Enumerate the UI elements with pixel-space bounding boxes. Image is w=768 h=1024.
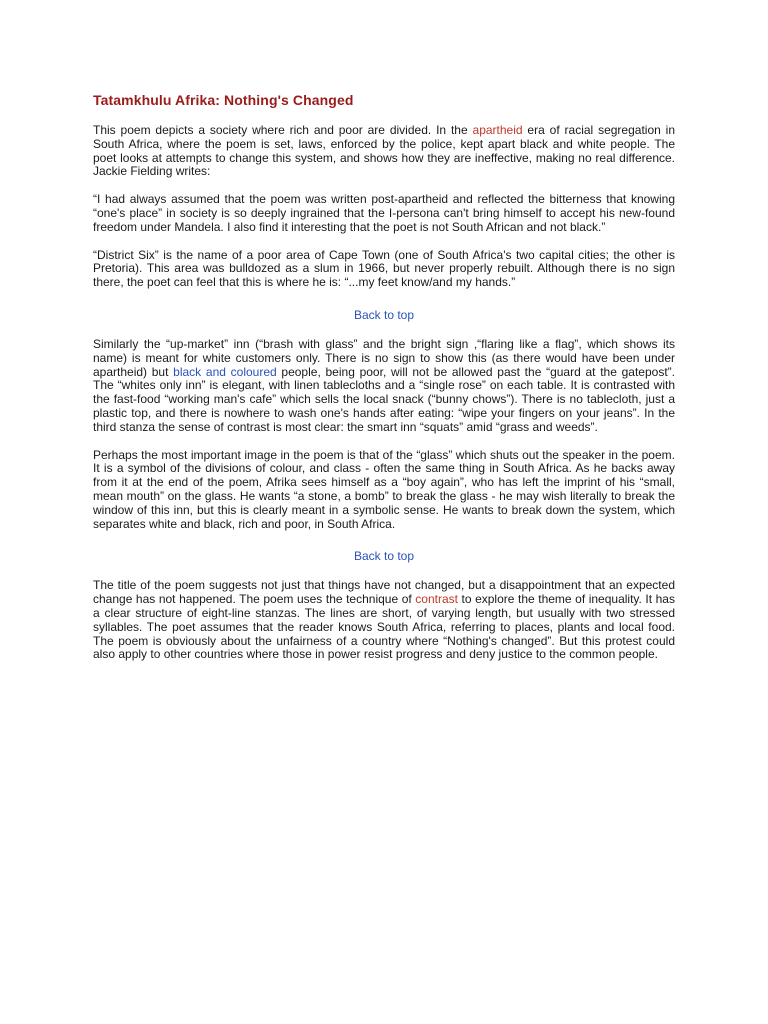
apartheid-link[interactable]: apartheid <box>472 123 523 137</box>
back-to-top-container-1 <box>93 308 675 322</box>
title-meaning-paragraph <box>93 579 675 662</box>
glass-paragraph: Perhaps the most important image in the poem is that of the “glass” which shuts out the speaker in the poem. It is a symbol of the divisions of colour, and class - often the same thing in South Africa. As he backs away from it at the end of the poem, Afrika sees himself as a “boy again”, who has left the imprint of his “small, mean mouth” on the glass. He wants “a stone, a bomb” to break the glass - he may wish literally to break the window of this inn, but this is clearly meant in a symbolic sense. He wants to break down the system, which separates white and black, rich and poor, in South Africa. <box>93 447 675 531</box>
quote-paragraph: “I had always assumed that the poem was written post-apartheid and reflected the bitterness that knowing “one's place” in society is so deeply ingrained that the I-persona can't bring himself to accept his new-found freedom under Mandela. I also find it interesting that the poet is not South African and not black.” <box>93 192 675 234</box>
page-title: Tatamkhulu Afrika: Nothing's Changed <box>93 92 354 108</box>
title-meaning-text-after: to explore the theme of inequality. It has a clear structure of eight-line stanzas. The lines are short, of varying length, but usually with two stressed syllables. The poet assumes that the reader knows South Africa, referring to places, plants and local food. The poem is obviously about the unfairness of a country where “Nothing's changed”. But this protest could also apply to other countries where those in power resist progress and deny justice to the common people. <box>93 592 675 662</box>
inn-text-before: Similarly the “up-market” inn (“brash with glass” and the bright sign ,“flaring like a flag”, which shows its name) is meant for white customers only. There is no sign to show this (as there would have been under apartheid) but <box>93 336 675 379</box>
black-and-coloured-link[interactable]: black and coloured <box>173 364 277 379</box>
district-six-paragraph: “District Six” is the name of a poor area of Cape Town (one of South Africa's two capital cities; the other is Pretoria). This area was bulldozed as a slum in 1966, but never properly rebuilt. Although there is no sign there, the poet can feel that this is where he is: “...my feet know/and my hands.” <box>93 247 675 290</box>
intro-paragraph <box>93 124 675 179</box>
back-to-top-link-1[interactable]: Back to top <box>353 307 415 322</box>
intro-text-after: era of racial segregation in South Africa, where the poem is set, laws, enforced by the police, kept apart black and white people. The poet looks at attempts to change this system, and shows how they are ineffective, making no real difference. Jackie Fielding writes: <box>93 123 675 179</box>
inn-paragraph <box>93 338 675 435</box>
back-to-top-container-2 <box>93 549 675 563</box>
document-page <box>93 92 675 676</box>
back-to-top-link-2[interactable]: Back to top <box>353 549 415 564</box>
title-meaning-text-before: The title of the poem suggests not just that things have not changed, but a disappointment that an expected change has not happened. The poem uses the technique of <box>93 578 675 607</box>
contrast-link[interactable]: contrast <box>415 592 458 607</box>
intro-text-before: This poem depicts a society where rich and poor are divided. In the <box>93 123 473 137</box>
inn-text-after: people, being poor, will not be allowed past the “guard at the gatepost”. The “whites only inn” is elegant, with linen tablecloths and a “single rose” on each table. It is contrasted with the fast-food “working man's cafe” which sells the local snack (“bunny chows”). There is no tablecloth, just a plastic top, and there is nowhere to wash one's hands after eating: “wipe your fingers on your jeans”. In the third stanza the sense of contrast is most clear: the smart inn “squats” amid “grass and weeds”. <box>93 364 675 434</box>
